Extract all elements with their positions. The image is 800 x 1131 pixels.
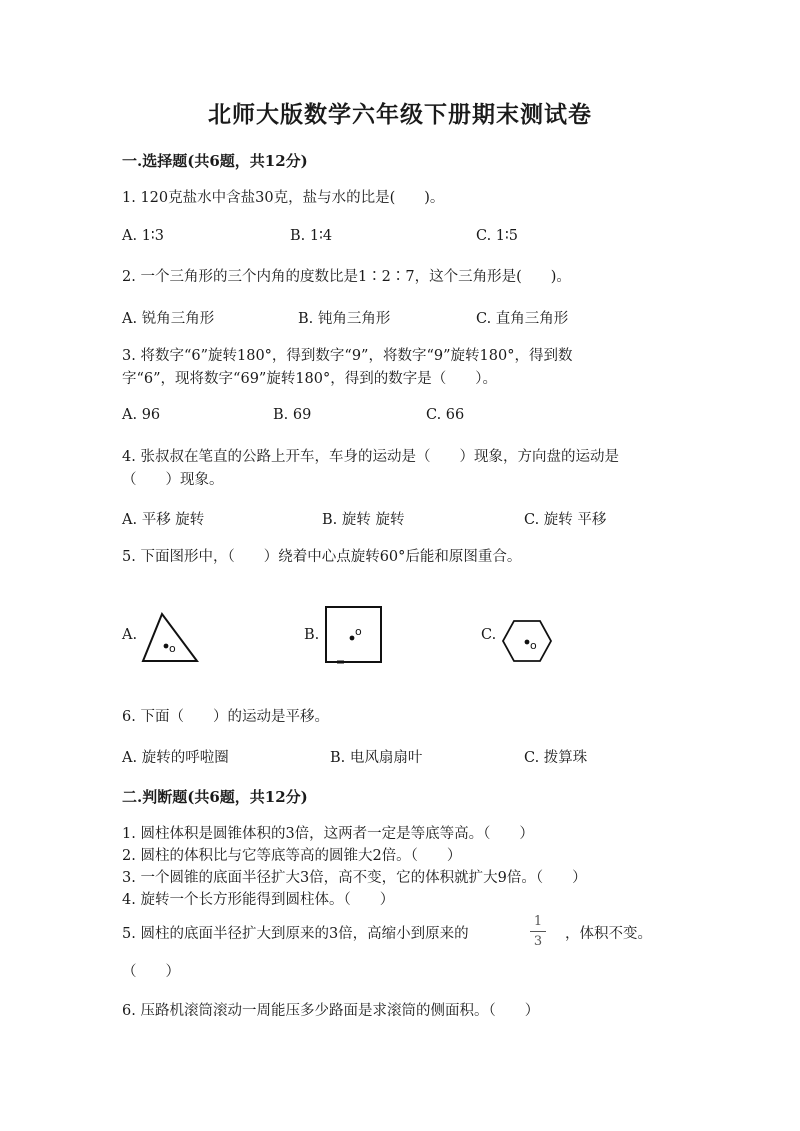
question-text-line2: 字“6”，现将数字“69”旋转180°，得到的数字是（ ）。 xyxy=(122,371,498,387)
option-b: B. 电风扇扇叶 xyxy=(330,750,423,766)
square-figure xyxy=(323,604,385,666)
option-c: C. 66 xyxy=(426,407,465,423)
fraction-numerator: 1 xyxy=(533,914,543,929)
option-c: C. 旋转 平移 xyxy=(524,512,607,528)
option-a: A. 96 xyxy=(122,407,161,423)
option-a: A. 平移 旋转 xyxy=(122,512,205,528)
question-text-line2: （ ）现象。 xyxy=(122,472,224,488)
option-c: C. 拨算珠 xyxy=(524,750,588,766)
option-a: A. 锐角三角形 xyxy=(122,311,215,327)
statement-text: 6. 压路机滚筒滚动一周能压多少路面是求滚筒的侧面积。（ ） xyxy=(122,1003,540,1019)
page-title: 北师大版数学六年级下册期末测试卷 xyxy=(208,101,592,128)
option-b: B. 1∶4 xyxy=(290,228,333,244)
shape-label: o xyxy=(355,625,362,638)
hexagon-figure xyxy=(501,619,553,663)
option-c: C. xyxy=(481,627,497,643)
question-text: 2. 一个三角形的三个内角的度数比是1∶2∶7，这个三角形是( )。 xyxy=(122,269,571,285)
triangle-figure xyxy=(140,612,200,664)
question-text: 6. 下面（ ）的运动是平移。 xyxy=(122,709,329,725)
section-heading-judgment: 二.判断题(共6题，共12分) xyxy=(122,788,308,806)
question-text-line1: 3. 将数字“6”旋转180°，得到数字“9”，将数字“9”旋转180°，得到数 xyxy=(122,348,573,364)
question-text-line1: 4. 张叔叔在笔直的公路上开车，车身的运动是（ ）现象，方向盘的运动是 xyxy=(122,449,619,465)
fraction xyxy=(530,914,546,949)
fraction-denominator: 3 xyxy=(533,934,543,949)
option-a: A. xyxy=(122,627,138,643)
statement-text: 4. 旋转一个长方形能得到圆柱体。（ ） xyxy=(122,892,395,908)
question-text: 5. 下面图形中，（ ）绕着中心点旋转60°后能和原图重合。 xyxy=(122,549,522,565)
option-c: C. 1∶5 xyxy=(476,228,519,244)
option-b: B. 钝角三角形 xyxy=(298,311,391,327)
question-text: 1. 120克盐水中含盐30克，盐与水的比是( )。 xyxy=(122,190,445,206)
shape-label: o xyxy=(530,639,537,652)
section-heading-choice: 一.选择题(共6题，共12分) xyxy=(122,152,308,170)
statement-text: 2. 圆柱的体积比与它等底等高的圆锥大2倍。（ ） xyxy=(122,848,462,864)
statement-text-after: ，体积不变。 xyxy=(565,926,652,942)
statement-text: 3. 一个圆锥的底面半径扩大3倍，高不变，它的体积就扩大9倍。（ ） xyxy=(122,870,587,886)
option-b: B. xyxy=(304,627,320,643)
option-c: C. 直角三角形 xyxy=(476,311,569,327)
statement-text: 1. 圆柱体积是圆锥体积的3倍，这两者一定是等底等高。（ ） xyxy=(122,826,534,842)
statement-text-line2: （ ） xyxy=(122,964,180,980)
statement-text-before: 5. 圆柱的底面半径扩大到原来的3倍，高缩小到原来的 xyxy=(122,926,469,942)
option-b: B. 69 xyxy=(273,407,312,423)
option-b: B. 旋转 旋转 xyxy=(322,512,405,528)
shape-label: o xyxy=(169,642,176,655)
fraction-bar xyxy=(530,931,546,932)
option-a: A. 旋转的呼啦圈 xyxy=(122,750,229,766)
option-a: A. 1∶3 xyxy=(122,228,164,244)
